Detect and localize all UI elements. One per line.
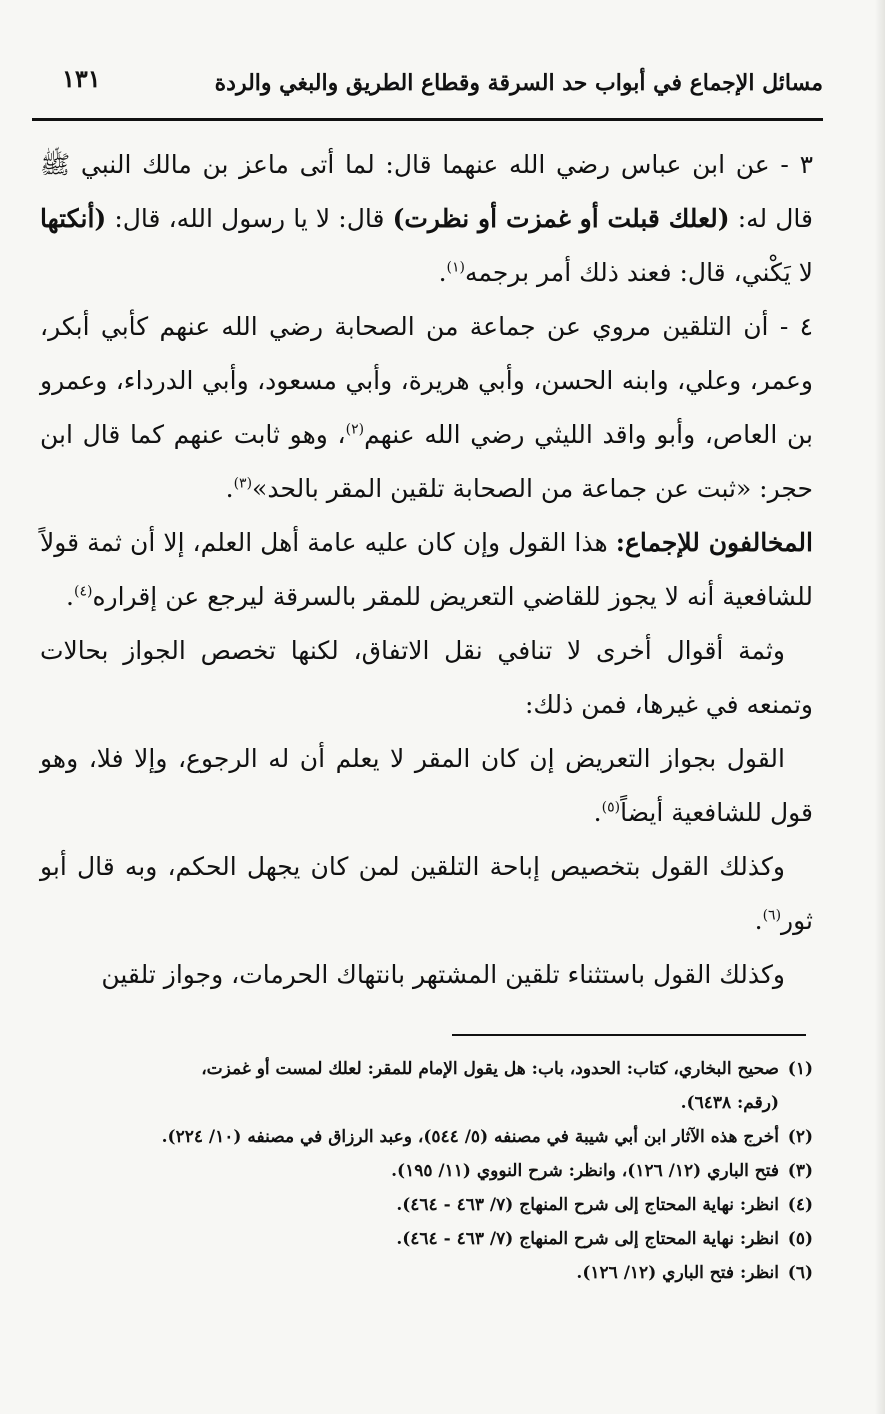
item-number: ٤ - xyxy=(768,312,814,341)
item-number: ٣ - xyxy=(769,150,813,179)
paragraph-3 xyxy=(40,138,813,300)
paragraph-opinion-3: وكذلك القول باستثناء تلقين المشتهر بانتهاك الحرمات، وجواز تلقين xyxy=(101,960,785,989)
text: عن ابن عباس رضي الله عنهما قال: لما أتى ماعز بن مالك النبي ﷺ قال له: xyxy=(40,150,813,233)
paragraph-4 xyxy=(40,300,813,516)
footnote-ref[interactable]: (٦) xyxy=(762,907,782,924)
text: القول بجواز التعريض إن كان المقر لا يعلم أن له الرجوع، وإلا فلا، وهو قول للشافعية أيضاً xyxy=(40,744,813,827)
text: قال: لا يا رسول الله، قال: xyxy=(106,204,393,233)
footnote-ref[interactable]: (١) xyxy=(446,259,465,276)
footnote-label: (١) xyxy=(787,1059,813,1079)
footnote-3 xyxy=(40,1154,813,1188)
footnote-label: (٦) xyxy=(787,1263,813,1283)
footnote-ref[interactable]: (٣) xyxy=(233,475,253,492)
text: وكذلك القول بتخصيص إباحة التلقين لمن كان يجهل الحكم، وبه قال أبو ثور xyxy=(40,852,813,935)
period: . xyxy=(754,906,763,935)
footnote-text: فتح الباري (١٢/ ١٢٦)، وانظر: شرح النووي (١١/ ١٩٥). xyxy=(391,1161,779,1181)
prophet-quote: (لعلك قبلت أو غمزت أو نظرت) xyxy=(392,204,730,233)
period: . xyxy=(438,258,447,287)
page-number: ١٣١ xyxy=(62,64,101,93)
text: أن التلقين مروي عن جماعة من الصحابة رضي الله عنهم كأبي أبكر، وعمر، وعلي، وابنه الحسن، وأبي هريرة، وأبي مسعود، وأبي الدرداء، وعمرو بن العاص، وأبو واقد الليثي رضي الله عنهم xyxy=(40,312,814,449)
period: . xyxy=(66,582,74,611)
footnote-4 xyxy=(40,1188,813,1222)
scan-edge xyxy=(875,0,885,1414)
paragraph-opinion-1 xyxy=(40,732,813,840)
period: . xyxy=(593,798,602,827)
page-header xyxy=(40,62,823,106)
header-rule xyxy=(32,118,823,121)
main-text xyxy=(40,138,813,1002)
text: هذا القول وإن كان عليه عامة أهل العلم، إلا أن ثمة قولاً للشافعية أنه لا يجوز للقاضي التعريض للمقر بالسرقة ليرجع عن إقراره xyxy=(40,528,813,611)
footnote-ref[interactable]: (٤) xyxy=(73,583,93,600)
footnote-label: (٤) xyxy=(787,1195,813,1215)
footnote-6 xyxy=(40,1256,813,1290)
prophet-quote: (أنكتها xyxy=(40,204,107,233)
footnote-label: (٣) xyxy=(787,1161,813,1181)
section-heading: المخالفون للإجماع: xyxy=(615,528,813,557)
text: لا يَكْني، قال: فعند ذلك أمر برجمه xyxy=(465,258,813,287)
paragraph-other-opinions: وثمة أقوال أخرى لا تنافي نقل الاتفاق، لكنها تخصص الجواز بحالات وتمنعه في غيرها، فمن ذلك: xyxy=(40,636,813,719)
footnote-5 xyxy=(40,1222,813,1256)
footnote-text: انظر: فتح الباري (١٢/ ١٢٦). xyxy=(576,1263,779,1283)
period: . xyxy=(225,474,234,503)
footnote-ref[interactable]: (٥) xyxy=(601,799,621,816)
footnote-1 xyxy=(40,1052,813,1086)
running-title: مسائل الإجماع في أبواب حد السرقة وقطاع الطريق والبغي والردة xyxy=(214,70,823,96)
footnote-text: انظر: نهاية المحتاج إلى شرح المنهاج (٧/ ٤٦٣ - ٤٦٤). xyxy=(396,1195,779,1215)
footnote-label: (٥) xyxy=(787,1229,813,1249)
footnotes xyxy=(40,1052,813,1290)
footnote-text: انظر: نهاية المحتاج إلى شرح المنهاج (٧/ ٤٦٣ - ٤٦٤). xyxy=(396,1229,779,1249)
footnote-ref[interactable]: (٢) xyxy=(345,421,365,438)
footnote-separator xyxy=(452,1034,806,1036)
text: ، وهو ثابت عنهم كما قال ابن حجر: «ثبت عن جماعة من الصحابة تلقين المقر بالحد» xyxy=(40,420,813,503)
footnote-1-continuation: (رقم: ٦٤٣٨). xyxy=(680,1093,779,1113)
footnote-label: (٢) xyxy=(787,1127,813,1147)
footnote-2 xyxy=(40,1120,813,1154)
footnote-text: أخرج هذه الآثار ابن أبي شيبة في مصنفه (٥/ ٥٤٤)، وعبد الرزاق في مصنفه (١٠/ ٢٢٤). xyxy=(161,1127,779,1147)
paragraph-opponents xyxy=(40,516,813,624)
paragraph-opinion-2 xyxy=(40,840,813,948)
footnote-text: صحيح البخاري، كتاب: الحدود، باب: هل يقول الإمام للمقر: لعلك لمست أو غمزت، xyxy=(201,1059,779,1079)
